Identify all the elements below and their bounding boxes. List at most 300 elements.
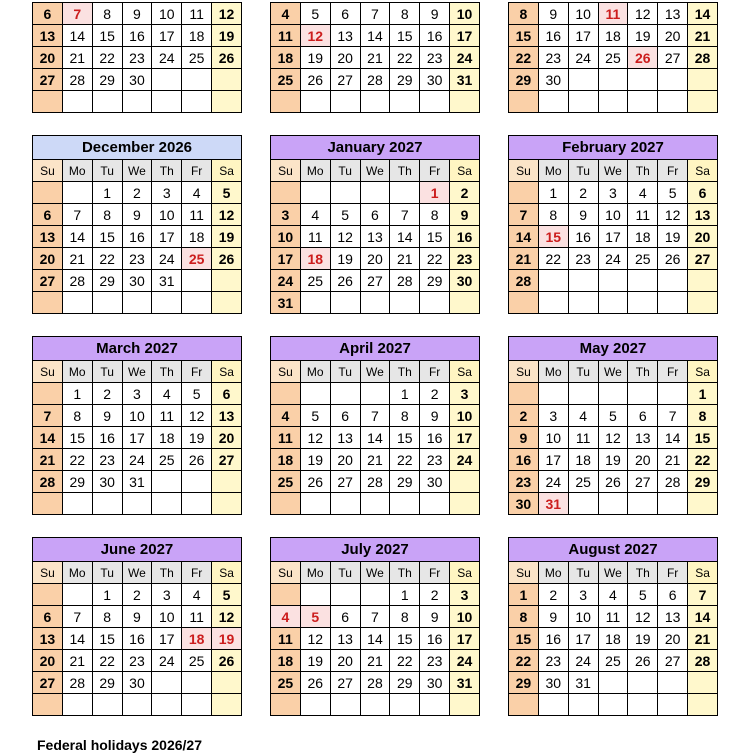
day-cell: 12 [212,204,242,226]
day-cell [330,584,360,606]
weekday-label: Fr [420,562,450,584]
month-calendar [270,135,480,314]
day-cell [182,672,212,694]
day-cell: 27 [33,270,63,292]
day-cell: 1 [538,182,568,204]
day-cell: 19 [300,650,330,672]
day-cell [360,493,390,515]
week-row [271,91,480,113]
day-cell: 17 [450,427,480,449]
day-cell [688,91,718,113]
day-cell: 8 [538,204,568,226]
day-cell: 3 [598,182,628,204]
day-cell: 16 [420,628,450,650]
day-cell: 24 [152,47,182,69]
day-cell: 21 [390,248,420,270]
weekday-label: Su [33,361,63,383]
weekday-label: Mo [538,160,568,182]
day-cell: 28 [62,672,92,694]
day-cell: 1 [62,383,92,405]
day-cell: 17 [152,25,182,47]
day-cell [62,493,92,515]
day-cell [33,91,63,113]
day-cell [688,270,718,292]
week-row [271,628,480,650]
day-cell [658,672,688,694]
weekday-label: Sa [212,160,242,182]
day-cell [538,694,568,716]
day-cell: 15 [390,25,420,47]
day-cell: 20 [330,650,360,672]
week-row [509,427,718,449]
day-cell: 7 [688,584,718,606]
day-cell: 2 [538,584,568,606]
day-cell: 19 [212,25,242,47]
day-cell [271,383,301,405]
day-cell: 26 [598,471,628,493]
week-row [271,427,480,449]
day-cell [598,383,628,405]
weekday-label: Su [271,562,301,584]
day-cell [658,493,688,515]
day-cell: 28 [390,270,420,292]
week-row [509,471,718,493]
day-cell: 23 [122,248,152,270]
day-cell [182,694,212,716]
day-cell: 6 [330,3,360,25]
weekday-label: Fr [420,160,450,182]
week-row [271,449,480,471]
day-cell: 10 [271,226,301,248]
day-cell [33,584,63,606]
day-cell: 7 [509,204,539,226]
day-cell: 24 [152,650,182,672]
day-cell: 15 [688,427,718,449]
day-cell: 6 [330,405,360,427]
day-cell: 19 [182,427,212,449]
day-cell [122,493,152,515]
week-row [33,182,242,204]
day-cell: 25 [568,471,598,493]
holiday-day-cell: 5 [300,606,330,628]
day-cell: 1 [390,383,420,405]
weekday-label: We [598,361,628,383]
day-cell: 11 [182,3,212,25]
day-cell: 4 [182,584,212,606]
day-cell: 21 [62,650,92,672]
day-cell: 23 [420,650,450,672]
week-row [33,584,242,606]
day-cell: 21 [360,650,390,672]
day-cell: 1 [509,584,539,606]
day-cell [688,292,718,314]
day-cell: 12 [300,628,330,650]
day-cell: 28 [509,270,539,292]
day-cell: 26 [212,248,242,270]
day-cell: 10 [598,204,628,226]
week-row [271,694,480,716]
day-cell: 20 [360,248,390,270]
day-cell: 16 [538,628,568,650]
day-cell: 27 [330,471,360,493]
holiday-day-cell: 31 [538,493,568,515]
day-cell: 4 [598,584,628,606]
day-cell: 7 [390,204,420,226]
day-cell: 28 [360,69,390,91]
week-row [33,3,242,25]
week-row [509,47,718,69]
week-row [509,650,718,672]
day-cell [122,91,152,113]
month-calendar [508,537,718,716]
day-cell: 14 [688,3,718,25]
day-cell: 23 [538,650,568,672]
day-cell: 12 [330,226,360,248]
weekday-label: Mo [62,361,92,383]
holiday-day-cell: 12 [300,25,330,47]
week-row [33,449,242,471]
day-cell: 21 [688,25,718,47]
day-cell [360,383,390,405]
week-row [509,182,718,204]
day-cell: 11 [271,427,301,449]
day-cell: 7 [360,3,390,25]
week-row [509,3,718,25]
day-cell: 15 [420,226,450,248]
day-cell: 6 [628,405,658,427]
month-grid [508,159,718,314]
month-title: July 2027 [270,537,480,561]
day-cell: 30 [122,69,152,91]
week-row [271,248,480,270]
weekday-label: Th [390,160,420,182]
day-cell: 25 [271,69,301,91]
day-cell [360,694,390,716]
day-cell: 16 [538,25,568,47]
holiday-day-cell: 11 [598,3,628,25]
day-cell: 17 [568,25,598,47]
day-cell: 13 [33,226,63,248]
day-cell [420,493,450,515]
day-cell: 1 [92,182,122,204]
month-grid [32,159,242,314]
day-cell [212,672,242,694]
day-cell: 13 [688,204,718,226]
week-row [33,694,242,716]
day-cell: 17 [122,427,152,449]
day-cell: 2 [568,182,598,204]
day-cell: 5 [300,405,330,427]
day-cell [390,694,420,716]
weekday-label: Su [509,562,539,584]
day-cell: 23 [538,47,568,69]
day-cell: 8 [92,204,122,226]
day-cell: 29 [62,471,92,493]
month-calendar [32,135,242,314]
day-cell: 17 [538,449,568,471]
day-cell: 10 [450,405,480,427]
day-cell: 11 [300,226,330,248]
day-cell: 8 [390,3,420,25]
day-cell: 27 [688,248,718,270]
day-cell: 18 [182,226,212,248]
day-cell: 20 [212,427,242,449]
month-title: February 2027 [508,135,718,159]
day-cell [658,694,688,716]
day-cell: 3 [450,584,480,606]
day-cell [152,694,182,716]
day-cell [688,493,718,515]
day-cell: 16 [122,25,152,47]
day-cell: 12 [628,606,658,628]
day-cell [33,182,63,204]
day-cell [212,471,242,493]
week-row [271,471,480,493]
day-cell [568,270,598,292]
day-cell [62,292,92,314]
day-cell [212,493,242,515]
week-row [509,383,718,405]
day-cell: 16 [122,226,152,248]
day-cell: 19 [212,226,242,248]
weekday-label: Tu [568,562,598,584]
day-cell: 21 [360,449,390,471]
week-row [509,204,718,226]
holiday-day-cell: 4 [271,606,301,628]
day-cell: 8 [509,3,539,25]
day-cell: 26 [212,650,242,672]
day-cell: 23 [122,650,152,672]
week-row [271,3,480,25]
day-cell: 15 [92,628,122,650]
day-cell: 13 [330,628,360,650]
day-cell [300,91,330,113]
day-cell: 29 [92,270,122,292]
day-cell: 16 [92,427,122,449]
day-cell: 5 [212,182,242,204]
week-row [509,672,718,694]
weekday-label: Mo [538,361,568,383]
week-row [271,69,480,91]
weekday-label: Mo [300,562,330,584]
day-cell [300,493,330,515]
weekday-label: Fr [182,562,212,584]
weekday-header-row [271,160,480,182]
day-cell: 12 [212,3,242,25]
day-cell: 20 [33,248,63,270]
day-cell [628,493,658,515]
day-cell: 29 [92,672,122,694]
week-row [509,292,718,314]
day-cell: 9 [568,204,598,226]
week-row [33,91,242,113]
month-grid [270,159,480,314]
day-cell [568,694,598,716]
day-cell: 9 [450,204,480,226]
day-cell: 17 [450,25,480,47]
day-cell: 13 [658,3,688,25]
day-cell: 26 [658,248,688,270]
day-cell: 9 [122,3,152,25]
day-cell [92,694,122,716]
day-cell: 20 [330,449,360,471]
day-cell: 16 [122,628,152,650]
weekday-label: Th [390,361,420,383]
weekday-label: Sa [688,160,718,182]
month-calendar [508,135,718,314]
day-cell: 9 [509,427,539,449]
day-cell: 25 [271,672,301,694]
day-cell: 26 [330,270,360,292]
month-title: May 2027 [508,336,718,360]
day-cell: 15 [390,427,420,449]
day-cell: 4 [271,3,301,25]
holiday-day-cell: 18 [300,248,330,270]
month-calendar [32,336,242,515]
week-row [271,270,480,292]
day-cell: 27 [658,47,688,69]
holiday-day-cell: 1 [420,182,450,204]
day-cell: 5 [182,383,212,405]
day-cell: 21 [688,628,718,650]
week-row [33,47,242,69]
day-cell: 20 [658,628,688,650]
day-cell [568,493,598,515]
day-cell: 22 [509,47,539,69]
week-row [33,292,242,314]
day-cell [628,383,658,405]
day-cell [628,694,658,716]
day-cell [360,292,390,314]
week-row [271,584,480,606]
day-cell: 24 [568,650,598,672]
day-cell: 26 [182,449,212,471]
day-cell: 14 [33,427,63,449]
day-cell [330,91,360,113]
day-cell: 21 [33,449,63,471]
day-cell: 29 [509,672,539,694]
day-cell [450,91,480,113]
week-row [509,226,718,248]
weekday-label: Sa [212,361,242,383]
month-calendar [270,2,480,113]
day-cell: 7 [62,606,92,628]
day-cell [688,694,718,716]
week-row [33,69,242,91]
day-cell [658,91,688,113]
day-cell [92,292,122,314]
weekday-label: Sa [450,562,480,584]
day-cell: 29 [688,471,718,493]
day-cell: 15 [509,628,539,650]
day-cell [62,694,92,716]
day-cell [420,91,450,113]
day-cell [182,493,212,515]
day-cell: 16 [568,226,598,248]
weekday-label: Fr [182,160,212,182]
day-cell: 2 [450,182,480,204]
day-cell: 22 [390,47,420,69]
month-grid [508,2,718,113]
day-cell: 30 [122,270,152,292]
day-cell: 2 [420,584,450,606]
day-cell [33,292,63,314]
day-cell: 31 [450,69,480,91]
day-cell: 6 [330,606,360,628]
day-cell: 25 [628,248,658,270]
day-cell: 4 [182,182,212,204]
day-cell: 11 [271,628,301,650]
day-cell: 11 [182,606,212,628]
week-row [33,204,242,226]
weekday-header-row [509,562,718,584]
weekday-label: Sa [212,562,242,584]
day-cell [33,493,63,515]
day-cell [390,493,420,515]
day-cell: 22 [92,650,122,672]
day-cell: 19 [598,449,628,471]
weekday-label: Tu [330,562,360,584]
day-cell [538,91,568,113]
day-cell: 11 [628,204,658,226]
day-cell: 8 [92,606,122,628]
day-cell: 10 [568,3,598,25]
day-cell [658,270,688,292]
day-cell: 21 [360,47,390,69]
day-cell: 7 [360,405,390,427]
day-cell [212,69,242,91]
day-cell: 31 [568,672,598,694]
day-cell: 26 [212,47,242,69]
day-cell [420,292,450,314]
day-cell: 17 [598,226,628,248]
day-cell: 12 [658,204,688,226]
day-cell: 10 [152,204,182,226]
day-cell: 25 [598,650,628,672]
month-grid [270,561,480,716]
day-cell: 4 [300,204,330,226]
day-cell: 11 [152,405,182,427]
day-cell: 20 [658,25,688,47]
day-cell: 23 [509,471,539,493]
day-cell: 27 [360,270,390,292]
day-cell [182,292,212,314]
day-cell: 20 [33,47,63,69]
month-grid [270,360,480,515]
week-row [33,270,242,292]
weekday-label: We [598,160,628,182]
week-row [33,628,242,650]
day-cell: 9 [420,606,450,628]
day-cell: 30 [538,69,568,91]
day-cell [33,383,63,405]
day-cell [212,91,242,113]
week-row [509,584,718,606]
month-calendar [270,336,480,515]
day-cell: 8 [509,606,539,628]
day-cell [122,694,152,716]
day-cell: 4 [568,405,598,427]
day-cell: 25 [300,270,330,292]
day-cell: 19 [300,47,330,69]
day-cell: 18 [271,449,301,471]
day-cell: 16 [420,427,450,449]
day-cell [152,69,182,91]
day-cell: 6 [33,204,63,226]
week-row [271,606,480,628]
weekday-label: We [122,562,152,584]
weekday-label: Th [390,562,420,584]
